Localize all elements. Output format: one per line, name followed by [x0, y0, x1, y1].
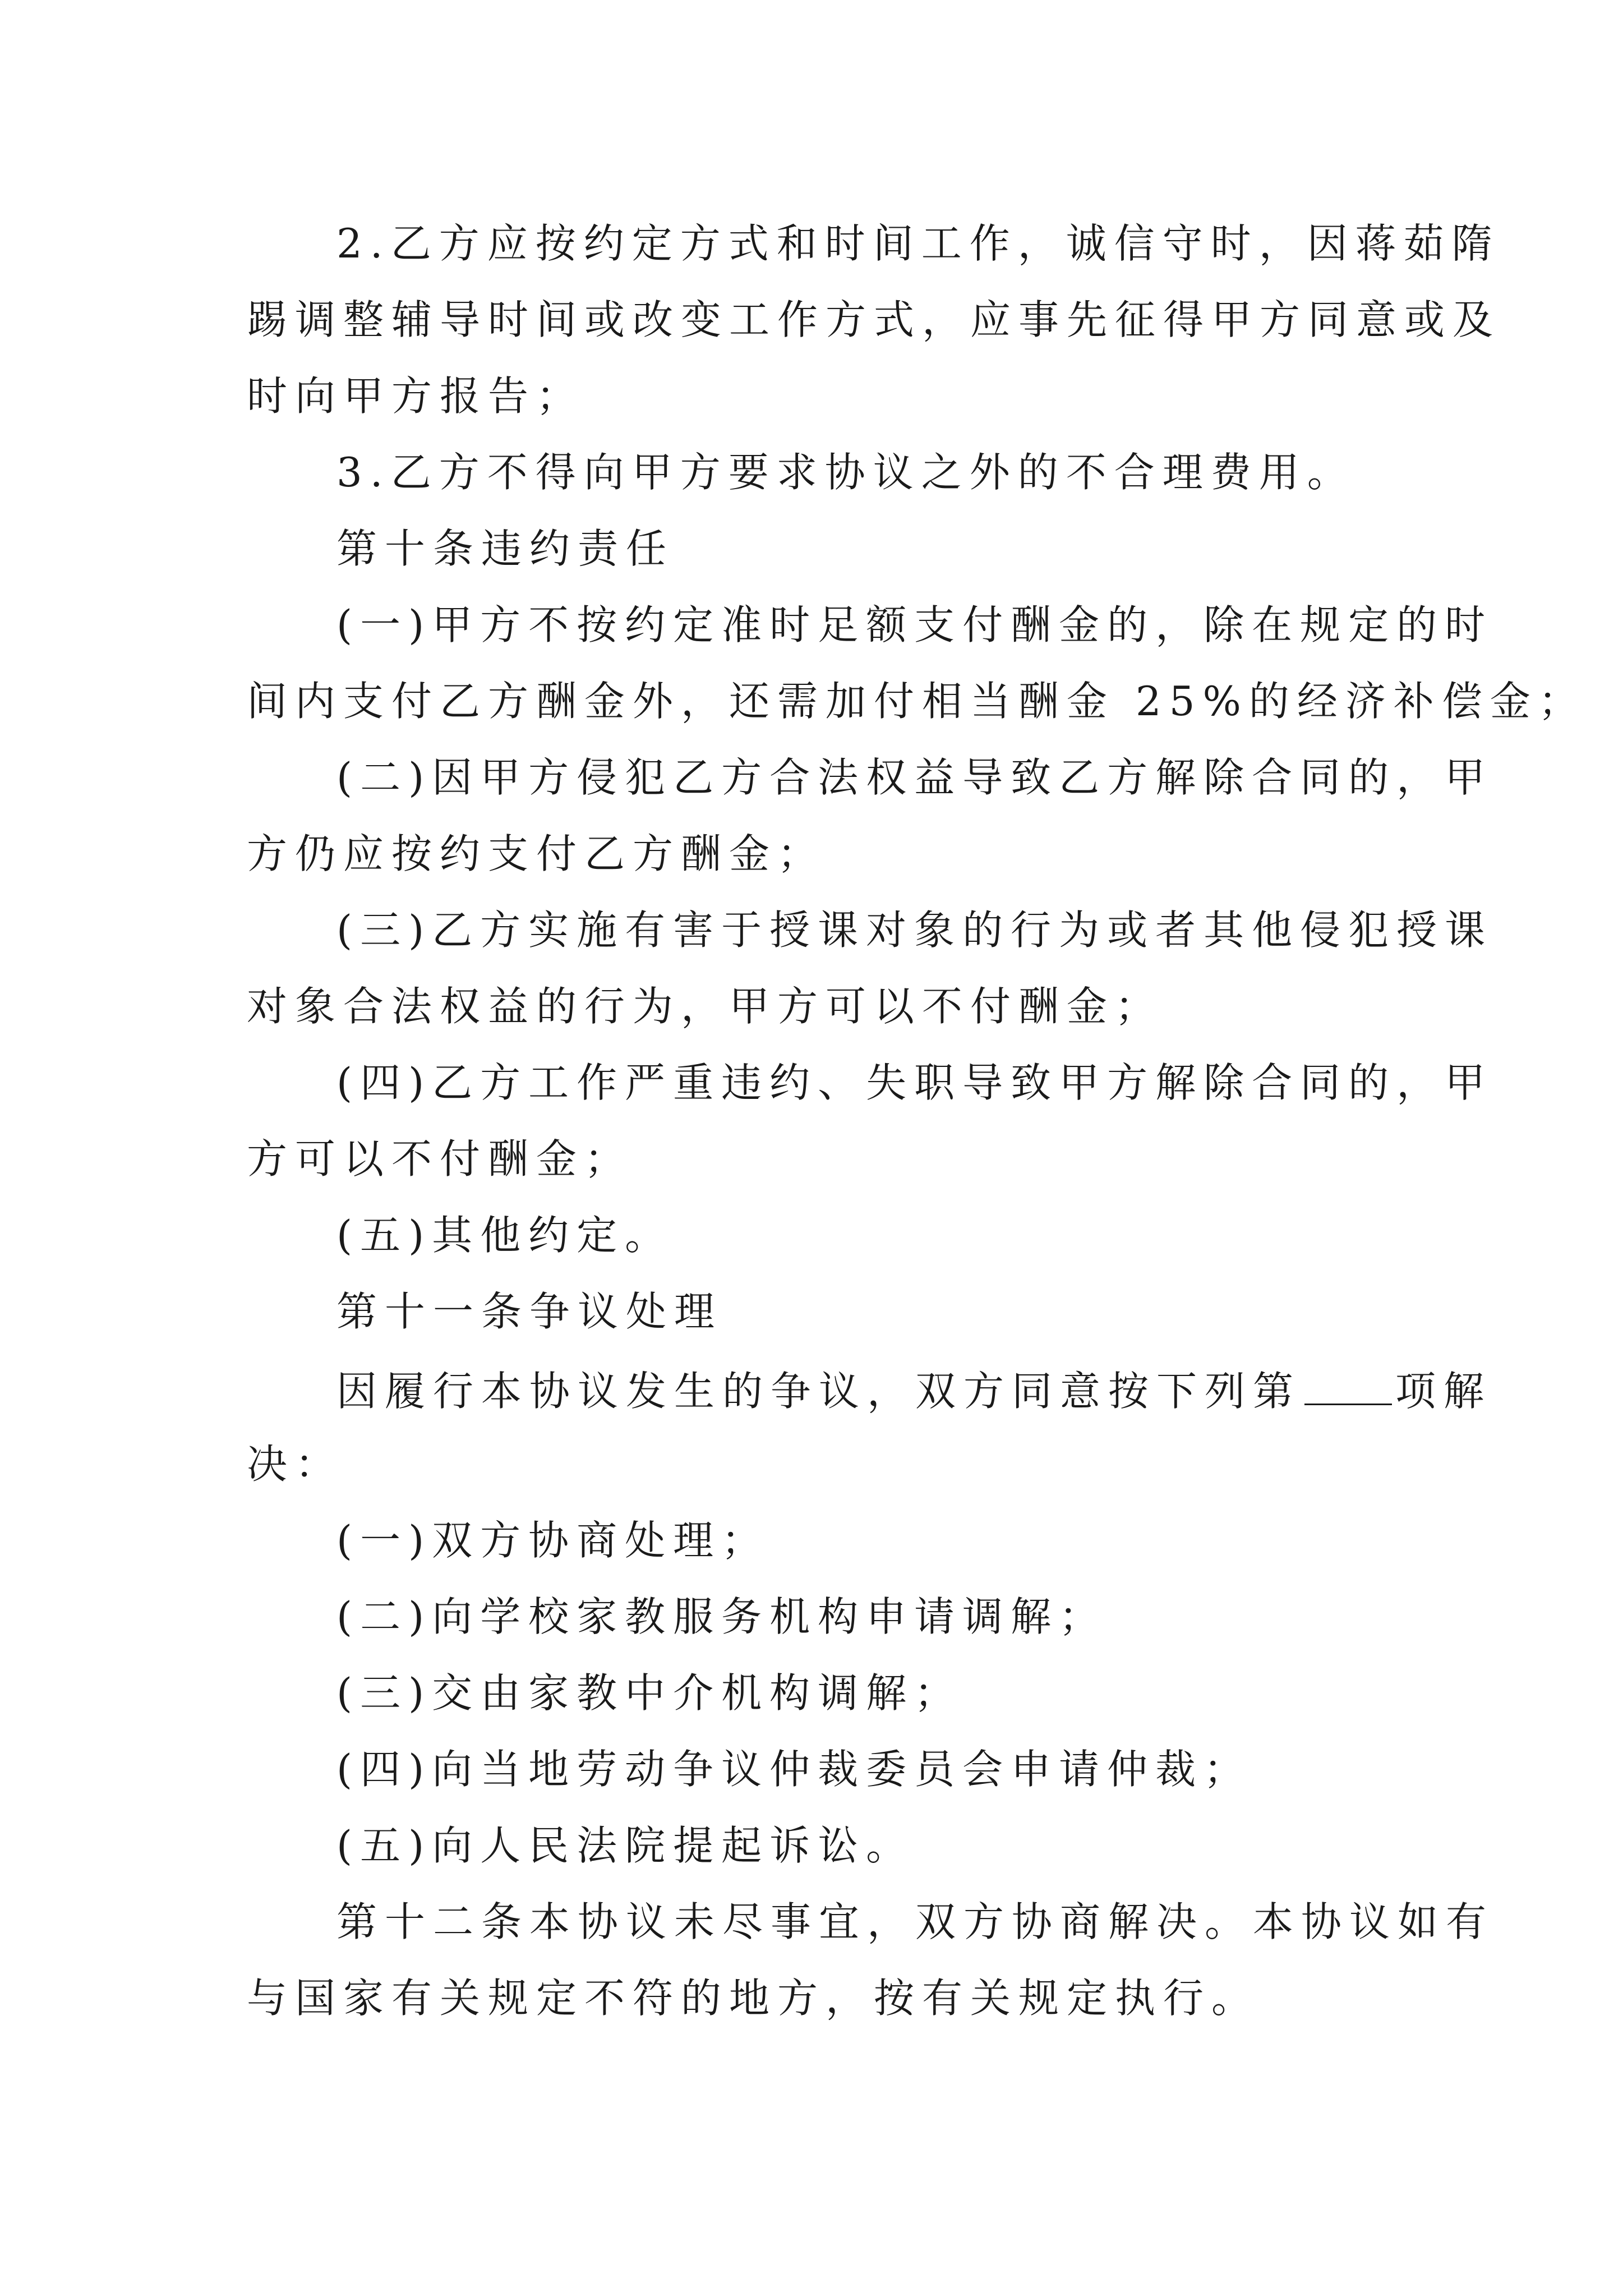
paragraph-line: 2.乙方应按约定方式和时间工作，诚信守时，因蒋茹隋 [336, 220, 1500, 267]
list-item: (三)交由家教中介机构调解； [336, 1669, 963, 1717]
paragraph-line: 3.乙方不得向甲方要求协议之外的不合理费用。 [336, 449, 1355, 496]
paragraph-line: (五)其他约定。 [336, 1212, 674, 1259]
list-item: (二)向学校家教服务机构申请调解； [336, 1593, 1108, 1640]
paragraph-line: 间内支付乙方酬金外，还需加付相当酬金 25%的经济补偿金； [247, 678, 1587, 725]
paragraph-line: 第十二条本协议未尽事宜，双方协商解决。本协议如有 [336, 1898, 1495, 1945]
paragraph-line: 与国家有关规定不符的地方，按有关规定执行。 [247, 1975, 1260, 2022]
paragraph-line: 时向甲方报告； [247, 372, 585, 420]
paragraph-line: 方可以不付酬金； [247, 1135, 633, 1182]
fill-in-blank[interactable] [1304, 1368, 1392, 1405]
list-item: (一)双方协商处理； [336, 1517, 770, 1564]
section-heading: 第十条违约责任 [336, 525, 675, 572]
blank-suffix-text: 项解 [1395, 1368, 1492, 1415]
paragraph-line-with-blank [336, 1368, 1492, 1415]
blank-prefix-text: 因履行本协议发生的争议，双方同意按下列第 [336, 1368, 1302, 1415]
paragraph-line: 对象合法权益的行为，甲方可以不付酬金； [247, 983, 1164, 1030]
paragraph-line: (一)甲方不按约定准时足额支付酬金的，除在规定的时 [336, 601, 1493, 648]
paragraph-line: 踢调整辅导时间或改变工作方式，应事先征得甲方同意或及 [247, 296, 1501, 343]
paragraph-line: (二)因甲方侵犯乙方合法权益导致乙方解除合同的，甲 [336, 754, 1493, 801]
paragraph-line: (四)乙方工作严重违约、失职导致甲方解除合同的，甲 [336, 1059, 1493, 1106]
section-heading: 第十一条争议处理 [336, 1288, 723, 1335]
paragraph-line: (三)乙方实施有害于授课对象的行为或者其他侵犯授课 [336, 907, 1493, 954]
list-item: (五)向人民法院提起诉讼。 [336, 1822, 915, 1869]
paragraph-line: 方仍应按约支付乙方酬金； [247, 830, 826, 877]
list-item: (四)向当地劳动争议仲裁委员会申请仲裁； [336, 1746, 1252, 1793]
paragraph-line: 决： [247, 1441, 344, 1488]
